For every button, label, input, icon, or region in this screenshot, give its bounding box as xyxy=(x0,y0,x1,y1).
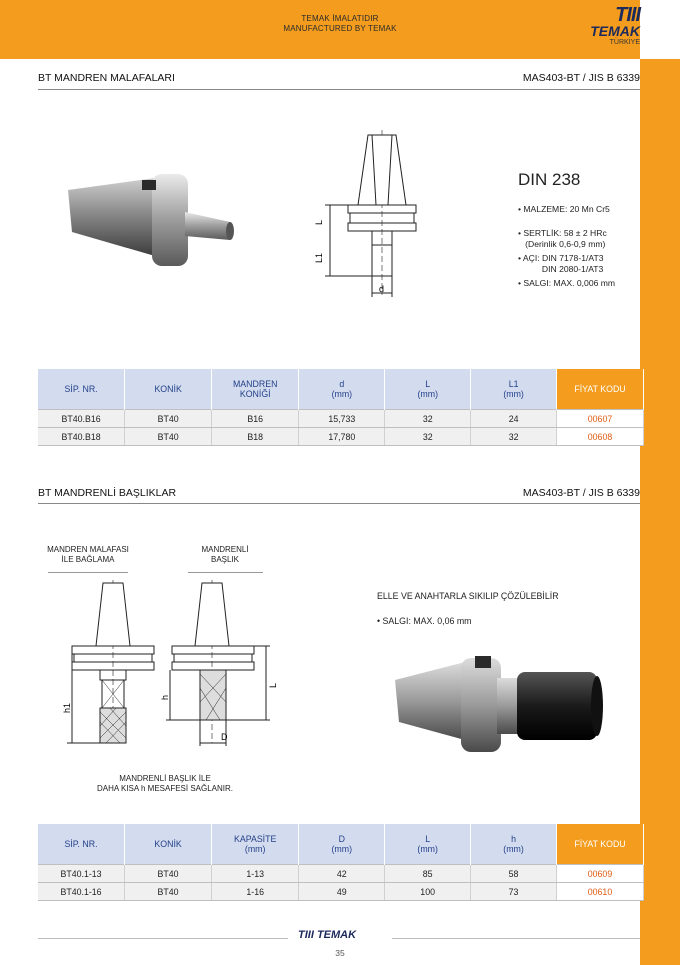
section1-standard: MAS403-BT / JIS B 6339 xyxy=(522,72,640,84)
footer-rule-right xyxy=(392,938,640,939)
cell: 85 xyxy=(385,865,471,883)
chuck-photo xyxy=(385,650,615,760)
th-d: d (mm) xyxy=(299,369,385,410)
cell: 17,780 xyxy=(299,428,385,446)
cell: 49 xyxy=(299,883,385,901)
table-row xyxy=(38,865,644,883)
page-number: 35 xyxy=(335,948,345,958)
cell: 1-13 xyxy=(212,865,299,883)
section2-rule xyxy=(38,503,640,504)
cell: 32 xyxy=(385,410,471,428)
cell: BT40.1-16 xyxy=(38,883,125,901)
header-text xyxy=(260,14,420,34)
th-D: D (mm) xyxy=(299,824,385,865)
cell: 42 xyxy=(299,865,385,883)
header-line1: TEMAK İMALATIDIR xyxy=(301,14,379,23)
th-price-code: FİYAT KODU xyxy=(557,369,644,410)
cell: 32 xyxy=(471,428,557,446)
th-chuck-taper: MANDREN KONİĞİ xyxy=(212,369,299,410)
th-price-code: FİYAT KODU xyxy=(556,824,643,865)
price-code: 00610 xyxy=(556,883,643,901)
din-title: DIN 238 xyxy=(518,170,581,189)
logo-country: TÜRKİYE xyxy=(609,39,640,46)
table-row xyxy=(38,428,644,446)
dim-d: d xyxy=(379,284,385,294)
logo-name: TEMAK xyxy=(590,23,640,39)
cell: BT40 xyxy=(125,428,212,446)
temak-logo xyxy=(570,6,640,48)
header-line2: MANUFACTURED BY TEMAK xyxy=(283,24,397,33)
th-capacity: KAPASİTE (mm) xyxy=(212,824,299,865)
table-row xyxy=(38,410,644,428)
note-runout: • SALGI: MAX. 0,06 mm xyxy=(377,616,472,626)
dim-h: h xyxy=(160,694,170,700)
cell: 1-16 xyxy=(212,883,299,901)
th-L: L (mm) xyxy=(385,824,471,865)
th-L1: L1 (mm) xyxy=(471,369,557,410)
right-orange-bar xyxy=(640,59,680,965)
th-h: h (mm) xyxy=(471,824,557,865)
spec-line-1: • MALZEME: 20 Mn Cr5 xyxy=(518,204,610,214)
cell: B18 xyxy=(212,428,299,446)
dim-L1: L1 xyxy=(314,252,324,263)
price-code: 00609 xyxy=(556,865,643,883)
arbor-table xyxy=(38,369,644,446)
spec-line-6: • SALGI: MAX. 0,006 mm xyxy=(518,278,616,288)
dim-h1: h1 xyxy=(62,702,72,713)
logo-mark: TIII xyxy=(615,4,640,26)
section1-rule xyxy=(38,89,640,90)
cell: 58 xyxy=(471,865,557,883)
cell: 100 xyxy=(385,883,471,901)
arbor-drawing xyxy=(310,125,430,305)
th-L: L (mm) xyxy=(385,369,471,410)
logo-area xyxy=(640,0,680,59)
spec-line-5: DIN 2080-1/AT3 xyxy=(518,264,604,274)
dim-L: L xyxy=(314,219,324,225)
chuck-table xyxy=(38,824,644,901)
footer-logo: TIII TEMAK xyxy=(298,929,357,941)
label-arbor-clamping: MANDREN MALAFASI İLE BAĞLAMA xyxy=(47,545,129,564)
dim-L-chuck: L xyxy=(268,682,278,688)
chuck-drawings xyxy=(40,578,290,750)
cell: BT40.B18 xyxy=(38,428,125,446)
spec-line-3: (Derinlik 0,6-0,9 mm) xyxy=(518,239,606,249)
footer-rule-left xyxy=(38,938,288,939)
cell: 15,733 xyxy=(299,410,385,428)
caption-shorter-h: MANDRENLİ BAŞLIK İLE DAHA KISA h MESAFESİ SAĞLANIR. xyxy=(96,774,234,793)
cell: B16 xyxy=(212,410,299,428)
cell: BT40 xyxy=(125,410,212,428)
section1-title: BT MANDREN MALAFALARI xyxy=(38,72,175,84)
spec-line-4: • AÇI: DIN 7178-1/AT3 xyxy=(518,253,604,263)
cell: BT40.B16 xyxy=(38,410,125,428)
th-taper: KONİK xyxy=(125,369,212,410)
note-hand-key: ELLE VE ANAHTARLA SIKILIP ÇÖZÜLEBİLİR xyxy=(377,591,559,601)
table-row xyxy=(38,883,644,901)
price-code: 00608 xyxy=(557,428,644,446)
th-order-no: SİP. NR. xyxy=(38,824,125,865)
th-order-no: SİP. NR. xyxy=(38,369,125,410)
price-code: 00607 xyxy=(557,410,644,428)
cell: 32 xyxy=(385,428,471,446)
dim-D: D xyxy=(221,732,228,742)
label-chuck-head: MANDRENLİ BAŞLIK xyxy=(201,545,249,564)
label-underline-right xyxy=(188,572,263,573)
arbor-photo xyxy=(60,160,240,280)
cell: 24 xyxy=(471,410,557,428)
section2-title: BT MANDRENLİ BAŞLIKLAR xyxy=(38,487,177,499)
cell: 73 xyxy=(471,883,557,901)
cell: BT40 xyxy=(125,865,212,883)
spec-line-2: • SERTLİK: 58 ± 2 HRc xyxy=(518,228,607,238)
cell: BT40 xyxy=(125,883,212,901)
cell: BT40.1-13 xyxy=(38,865,125,883)
th-taper: KONİK xyxy=(125,824,212,865)
label-underline-left xyxy=(48,572,128,573)
section2-standard: MAS403-BT / JIS B 6339 xyxy=(522,487,640,499)
